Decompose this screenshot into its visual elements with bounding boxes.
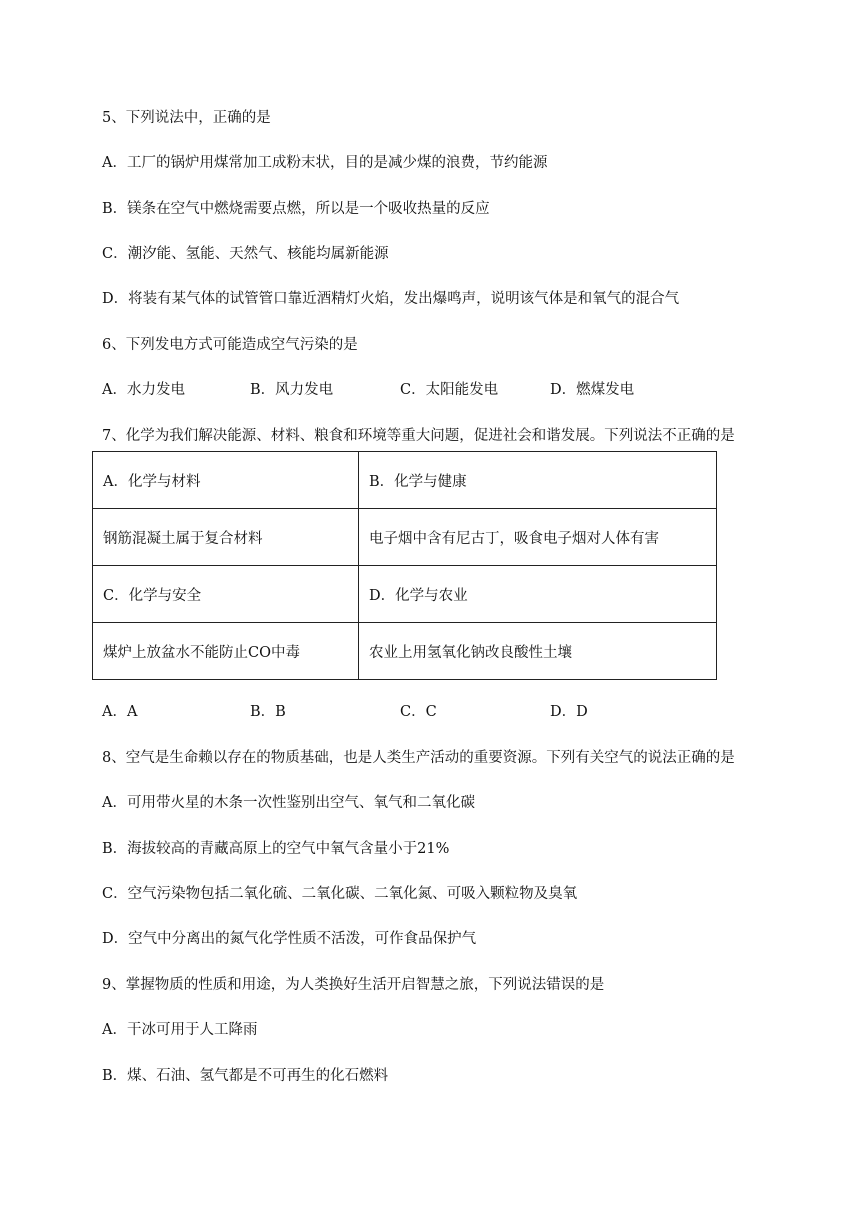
- q9-stem: 9、掌握物质的性质和用途，为人类换好生活开启智慧之旅，下列说法错误的是: [102, 977, 605, 993]
- q5-option-a: A．工厂的锅炉用煤常加工成粉末状，目的是减少煤的浪费，节约能源: [102, 155, 548, 171]
- q9-option-a: A．干冰可用于人工降雨: [102, 1022, 258, 1038]
- q8-stem: 8、空气是生命赖以存在的物质基础，也是人类生产活动的重要资源。下列有关空气的说法正确的是: [102, 750, 735, 766]
- table-row: [93, 509, 717, 566]
- q9-option-b: B．煤、石油、氢气都是不可再生的化石燃料: [102, 1068, 389, 1084]
- q6-option-d: D．燃煤发电: [550, 382, 635, 398]
- table-cell: 农业上用氢氧化钠改良酸性土壤: [359, 623, 717, 680]
- table-row: [93, 452, 717, 509]
- q5-option-b: B．镁条在空气中燃烧需要点燃，所以是一个吸收热量的反应: [102, 201, 490, 217]
- table-cell: C．化学与安全: [93, 566, 359, 623]
- q8-option-b: B．海拔较高的青藏高原上的空气中氧气含量小于21%: [102, 841, 450, 857]
- q6-option-a: A．水力发电: [102, 382, 185, 398]
- q7-table: [92, 451, 717, 680]
- q8-option-d: D．空气中分离出的氮气化学性质不活泼，可作食品保护气: [102, 931, 477, 947]
- q7-option-c: C．C: [400, 704, 437, 720]
- table-row: [93, 566, 717, 623]
- q5-option-c: C．潮汐能、氢能、天然气、核能均属新能源: [102, 246, 389, 262]
- q5-stem: 5、下列说法中，正确的是: [102, 110, 271, 126]
- table-cell: 电子烟中含有尼古丁，吸食电子烟对人体有害: [359, 509, 717, 566]
- q7-option-d: D．D: [550, 704, 588, 720]
- q8-option-a: A．可用带火星的木条一次性鉴别出空气、氧气和二氧化碳: [102, 795, 475, 811]
- q8-option-c: C．空气污染物包括二氧化硫、二氧化碳、二氧化氮、可吸入颗粒物及臭氧: [102, 886, 578, 902]
- q6-stem: 6、下列发电方式可能造成空气污染的是: [102, 337, 358, 353]
- table-cell: A．化学与材料: [93, 452, 359, 509]
- q7-option-b: B．B: [250, 704, 286, 720]
- q6-option-b: B．风力发电: [250, 382, 334, 398]
- table-cell: 煤炉上放盆水不能防止CO中毒: [93, 623, 359, 680]
- table-cell: D．化学与农业: [359, 566, 717, 623]
- table-row: [93, 623, 717, 680]
- q7-option-a: A．A: [102, 704, 138, 720]
- table-cell: B．化学与健康: [359, 452, 717, 509]
- q6-option-c: C．太阳能发电: [400, 382, 499, 398]
- table-cell: 钢筋混凝土属于复合材料: [93, 509, 359, 566]
- q7-stem: 7、化学为我们解决能源、材料、粮食和环境等重大问题，促进社会和谐发展。下列说法不正确的是: [102, 428, 735, 444]
- q5-option-d: D．将装有某气体的试管管口靠近酒精灯火焰，发出爆鸣声，说明该气体是和氧气的混合气: [102, 291, 680, 307]
